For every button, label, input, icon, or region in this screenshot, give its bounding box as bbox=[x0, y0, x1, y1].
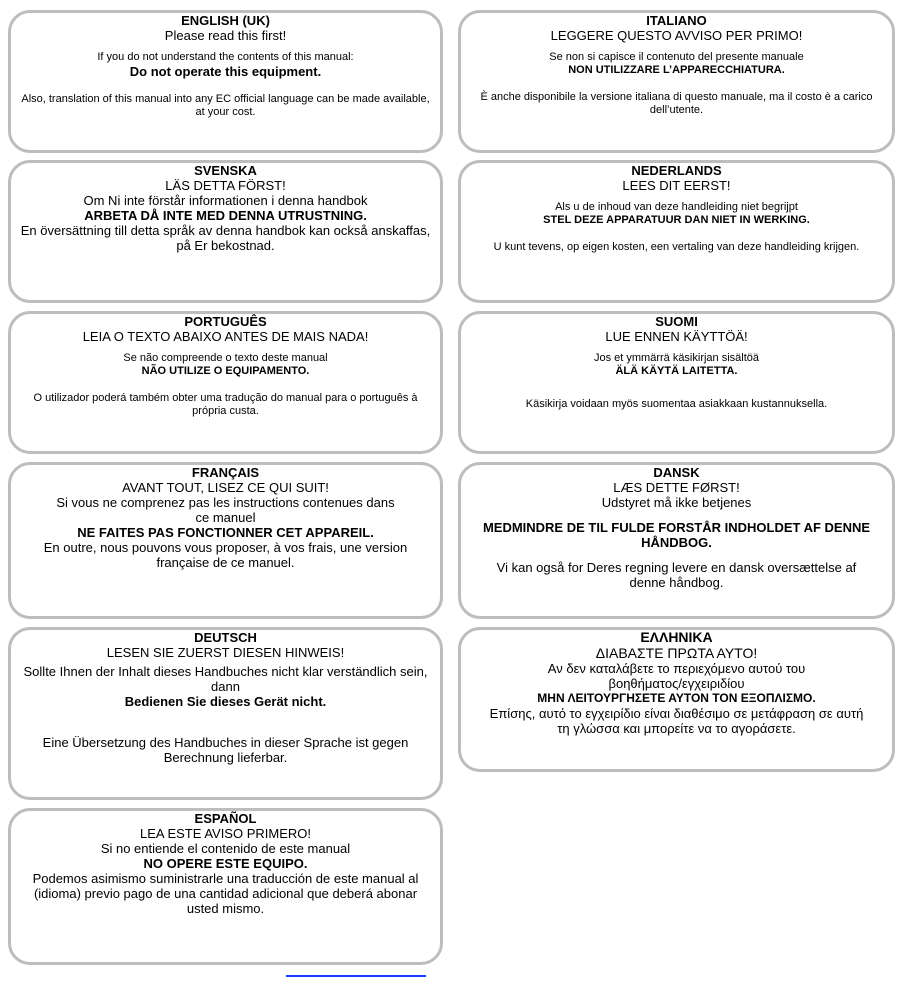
section-warning: NE FAITES PAS FONCTIONNER CET APPAREIL. bbox=[77, 525, 374, 540]
section-warning: STEL DEZE APPARATUUR DAN NIET IN WERKING. bbox=[543, 214, 810, 226]
section-heading: DANSK bbox=[653, 465, 700, 480]
section-intro: Om Ni inte förstår informationen i denna handbok bbox=[83, 193, 368, 208]
section-subheading: LÆS DETTE FØRST! bbox=[613, 480, 740, 495]
section-subheading: Please read this first! bbox=[164, 28, 287, 43]
section-heading: FRANÇAIS bbox=[191, 465, 260, 480]
section-subheading: LEIA O TEXTO ABAIXO ANTES DE MAIS NADA! bbox=[82, 329, 369, 344]
section-intro: Jos et ymmärrä käsikirjan sisältöä bbox=[593, 352, 760, 364]
section-subheading: LEGGERE QUESTO AVVISO PER PRIMO! bbox=[550, 28, 803, 43]
section-heading: SVENSKA bbox=[194, 163, 257, 178]
section-heading: ITALIANO bbox=[646, 13, 707, 28]
section-subheading: LEES DIT EERST! bbox=[622, 178, 731, 193]
section-deutsch bbox=[8, 627, 443, 800]
section-note: Vi kan også for Deres regning levere en dansk oversættelse af denne håndbog. bbox=[496, 560, 857, 590]
section-warning: ΜΗΝ ΛΕΙΤΟΥΡΓΗΣΕΤΕ ΑΥΤΟΝ ΤΟΝ ΕΞΟΠΛΙΣΜΟ. bbox=[537, 691, 816, 705]
section-note: En översättning till detta språk av denna handbok kan också anskaffas, på Er bekostnad. bbox=[20, 223, 431, 253]
section-intro: Αν δεν καταλάβετε το περιεχόμενο αυτού του βοηθήματος/εγχειριδίου bbox=[547, 661, 806, 691]
section-nederlands bbox=[458, 160, 895, 303]
section-heading: NEDERLANDS bbox=[631, 163, 722, 178]
section-subheading: LUE ENNEN KÄYTTÖÄ! bbox=[605, 329, 748, 344]
section-note: Käsikirja voidaan myös suomentaa asiakkaan kustannuksella. bbox=[525, 398, 828, 410]
section-subheading: AVANT TOUT, LISEZ CE QUI SUIT! bbox=[122, 480, 329, 495]
section-subheading: ΔΙΑΒΑΣΤΕ ΠΡΩΤΑ ΑΥΤΟ! bbox=[595, 645, 758, 661]
section-note: Eine Übersetzung des Handbuches in dieser Sprache ist gegen Berechnung lieferbar. bbox=[42, 735, 409, 765]
section-warning: MEDMINDRE DE TIL FULDE FORSTÅR INDHOLDET AF DENNE HÅNDBOG. bbox=[482, 520, 871, 550]
section-note: U kunt tevens, op eigen kosten, een vertaling van deze handleiding krijgen. bbox=[493, 241, 860, 253]
section-note: Podemos asimismo suministrarle una traducción de este manual al (idioma) previo pago de una cantidad adicional que deberá abonar usted mismo. bbox=[32, 871, 419, 916]
section-note: Also, translation of this manual into any EC official language can be made available, at your cost. bbox=[21, 93, 430, 118]
section-espanol bbox=[8, 808, 443, 965]
section-intro: Udstyret må ikke betjenes bbox=[601, 495, 752, 510]
section-svenska bbox=[8, 160, 443, 303]
section-intro: Als u de inhoud van deze handleiding niet begrijpt bbox=[555, 201, 798, 213]
section-ellinika bbox=[458, 627, 895, 772]
section-note: O utilizador poderá também obter uma tradução do manual para o português à própria custa. bbox=[33, 392, 418, 417]
section-subheading: LEA ESTE AVISO PRIMERO! bbox=[140, 826, 311, 841]
section-suomi bbox=[458, 311, 895, 454]
section-intro: Se não compreende o texto deste manual bbox=[123, 352, 328, 364]
section-note: En outre, nous pouvons vous proposer, à vos frais, une version française de ce manuel. bbox=[43, 540, 408, 570]
section-intro: Si no entiende el contenido de este manual bbox=[100, 841, 351, 856]
section-note: Επίσης, αυτό το εγχειρίδιο είναι διαθέσιμο σε μετάφραση σε αυτή τη γλώσσα και μπορείτε να το αγοράσετε. bbox=[489, 706, 864, 736]
section-heading: SUOMI bbox=[655, 314, 698, 329]
section-heading: DEUTSCH bbox=[194, 630, 257, 645]
section-english bbox=[8, 10, 443, 153]
section-heading: ΕΛΛΗΝΙΚΑ bbox=[640, 629, 713, 645]
section-intro: Se non si capisce il contenuto del presente manuale bbox=[549, 51, 804, 63]
section-intro: Si vous ne comprenez pas les instructions contenues dans ce manuel bbox=[56, 495, 395, 525]
section-subheading: LÄS DETTA FÖRST! bbox=[165, 178, 286, 193]
section-warning: Bedienen Sie dieses Gerät nicht. bbox=[124, 694, 327, 709]
link-underline[interactable] bbox=[286, 975, 426, 977]
section-warning: ÄLÄ KÄYTÄ LAITETTA. bbox=[615, 365, 738, 377]
section-warning: NÃO UTILIZE O EQUIPAMENTO. bbox=[141, 365, 310, 377]
section-heading: ESPAÑOL bbox=[194, 811, 257, 826]
section-note: È anche disponibile la versione italiana di questo manuale, ma il costo è a carico dell’utente. bbox=[480, 91, 873, 116]
section-dansk bbox=[458, 462, 895, 619]
section-intro: If you do not understand the contents of this manual: bbox=[97, 51, 354, 63]
section-heading: PORTUGUÊS bbox=[184, 314, 267, 329]
section-francais bbox=[8, 462, 443, 619]
section-warning: Do not operate this equipment. bbox=[129, 64, 322, 79]
section-warning: NO OPERE ESTE EQUIPO. bbox=[143, 856, 308, 871]
section-italiano bbox=[458, 10, 895, 153]
section-warning: NON UTILIZZARE L’APPARECCHIATURA. bbox=[568, 64, 785, 76]
section-subheading: LESEN SIE ZUERST DIESEN HINWEIS! bbox=[106, 645, 345, 660]
section-heading: ENGLISH (UK) bbox=[181, 13, 270, 28]
section-intro: Sollte Ihnen der Inhalt dieses Handbuches nicht klar verständlich sein, dann bbox=[23, 664, 428, 694]
section-portugues bbox=[8, 311, 443, 454]
section-warning: ARBETA DÅ INTE MED DENNA UTRUSTNING. bbox=[84, 208, 367, 223]
